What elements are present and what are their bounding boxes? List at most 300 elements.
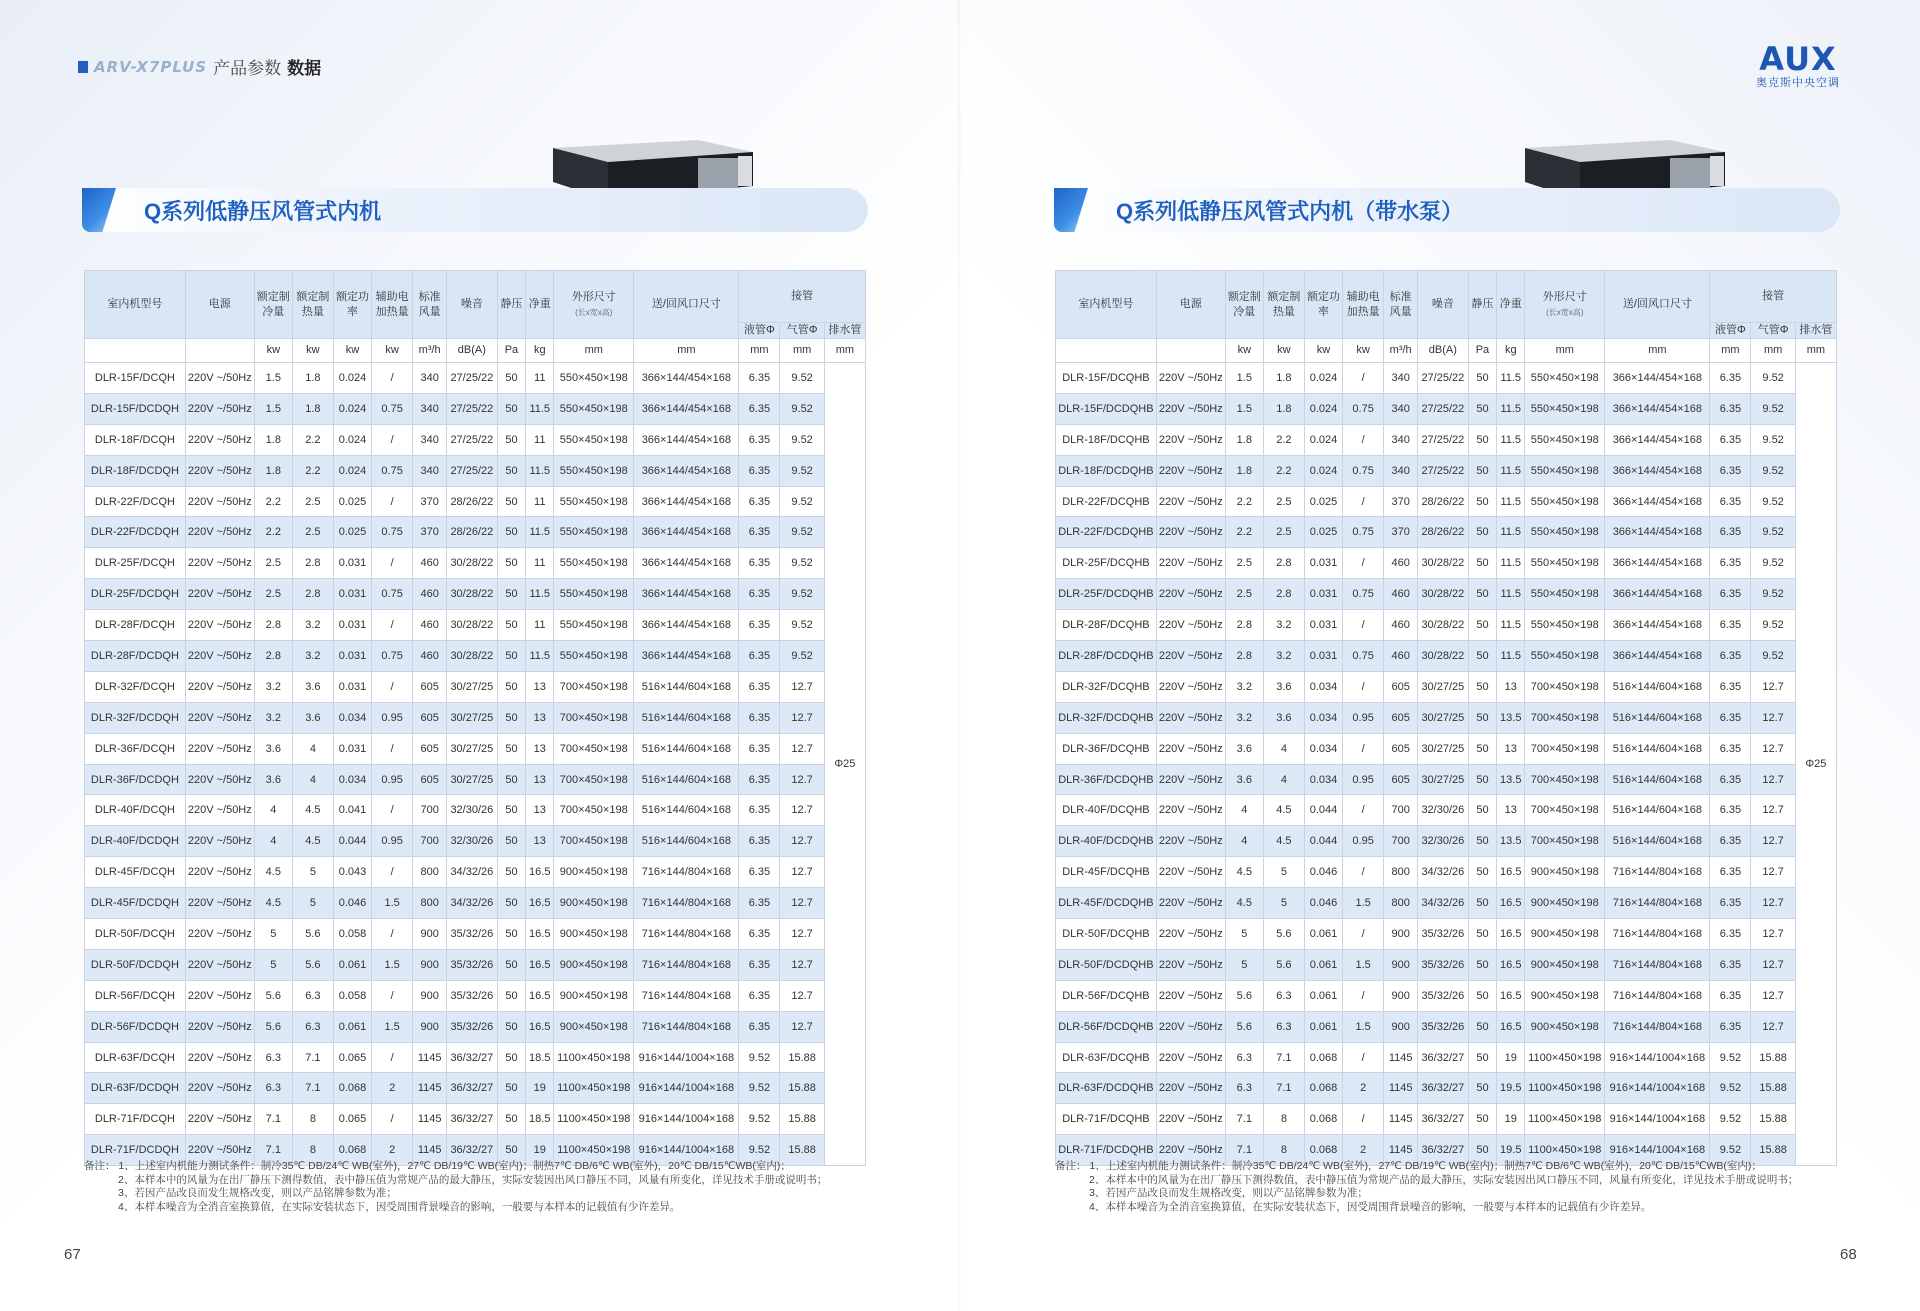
table-cell: 460	[413, 548, 447, 579]
table-cell: /	[1343, 548, 1384, 579]
table-cell: 35/32/26	[1418, 919, 1468, 950]
table-cell: 550×450×198	[554, 641, 634, 672]
table-cell: 605	[1384, 733, 1418, 764]
table-cell: 15.88	[780, 1073, 824, 1104]
table-cell: 36/32/27	[447, 1042, 497, 1073]
table-cell: 12.7	[1751, 702, 1795, 733]
table-cell: 6.35	[739, 548, 780, 579]
table-cell: 34/32/26	[447, 857, 497, 888]
table-cell: 0.024	[1304, 393, 1342, 424]
table-cell: 28/26/22	[447, 517, 497, 548]
table-cell: 9.52	[780, 517, 824, 548]
table-cell: DLR-45F/DCDQHB	[1056, 888, 1157, 919]
table-cell: 35/32/26	[1418, 980, 1468, 1011]
table-cell: 13.5	[1497, 702, 1525, 733]
table-cell: /	[1343, 424, 1384, 455]
table-cell: /	[1343, 671, 1384, 702]
table-cell: 30/27/25	[1418, 764, 1468, 795]
table-cell: DLR-28F/DCDQH	[85, 641, 186, 672]
table-cell: 13	[526, 764, 554, 795]
table-cell: 340	[413, 424, 447, 455]
table-cell: 50	[497, 1011, 526, 1042]
table-cell: 550×450×198	[1525, 486, 1605, 517]
table-cell: 50	[497, 610, 526, 641]
table-cell: 7.1	[254, 1135, 292, 1166]
table-cell: 0.065	[333, 1042, 371, 1073]
table-cell: 900×450×198	[1525, 857, 1605, 888]
table-cell: 50	[1468, 888, 1497, 919]
table-cell: DLR-56F/DCDQH	[85, 1011, 186, 1042]
table-cell: 34/32/26	[1418, 888, 1468, 919]
table-cell: 30/27/25	[1418, 702, 1468, 733]
table-cell: 716×144/804×168	[634, 1011, 739, 1042]
table-cell: 220V ~/50Hz	[185, 671, 254, 702]
table-row	[85, 393, 866, 424]
table-cell: 11.5	[1497, 517, 1525, 548]
table-cell: 220V ~/50Hz	[1156, 455, 1225, 486]
table-cell: 700	[413, 826, 447, 857]
table-cell: 12.7	[780, 949, 824, 980]
table-cell: 12.7	[780, 980, 824, 1011]
table-cell: 0.034	[1304, 702, 1342, 733]
table-cell: 0.025	[333, 486, 371, 517]
table-cell: 6.3	[1225, 1042, 1263, 1073]
table-cell: 32/30/26	[1418, 826, 1468, 857]
table-cell: 3.6	[292, 671, 333, 702]
table-row	[1056, 363, 1837, 394]
table-cell: 0.061	[1304, 949, 1342, 980]
table-cell: DLR-71F/DCDQH	[85, 1135, 186, 1166]
table-cell: 19	[1497, 1104, 1525, 1135]
note-line: 3、若因产品改良而发生规格改变，则以产品铭牌参数为准；	[1089, 1187, 1368, 1199]
table-cell: 11	[526, 548, 554, 579]
table-cell: 2.2	[1263, 424, 1304, 455]
table-cell: 900	[1384, 919, 1418, 950]
table-row	[1056, 641, 1837, 672]
table-cell: 460	[1384, 548, 1418, 579]
table-cell: /	[372, 363, 413, 394]
table-row	[85, 1104, 866, 1135]
table-cell: 220V ~/50Hz	[1156, 702, 1225, 733]
table-cell: 7.1	[1263, 1042, 1304, 1073]
table-cell: DLR-50F/DCQHB	[1056, 919, 1157, 950]
table-cell: 50	[497, 455, 526, 486]
table-cell: 6.35	[739, 517, 780, 548]
table-cell: 6.35	[1710, 795, 1751, 826]
header-static-pressure: 静压	[1468, 271, 1497, 339]
table-cell: 370	[1384, 517, 1418, 548]
table-cell: 9.52	[1751, 641, 1795, 672]
table-cell: 220V ~/50Hz	[1156, 641, 1225, 672]
table-row	[85, 949, 866, 980]
table-cell: 32/30/26	[447, 826, 497, 857]
table-row	[1056, 393, 1837, 424]
header-outlet: 送/回风口尺寸	[634, 271, 739, 339]
table-cell: DLR-36F/DCQHB	[1056, 733, 1157, 764]
table-row	[1056, 1073, 1837, 1104]
table-cell: 12.7	[780, 826, 824, 857]
drain-pipe-cell: Φ25	[824, 363, 865, 1166]
note-line: 3、若因产品改良而发生规格改变，则以产品铭牌参数为准；	[118, 1187, 397, 1199]
table-cell: 366×144/454×168	[634, 548, 739, 579]
table-cell: 550×450×198	[554, 579, 634, 610]
table-cell: 460	[413, 579, 447, 610]
table-cell: 28/26/22	[1418, 486, 1468, 517]
table-cell: 11.5	[1497, 548, 1525, 579]
table-cell: 4.5	[1263, 795, 1304, 826]
table-cell: 36/32/27	[1418, 1104, 1468, 1135]
table-cell: DLR-63F/DCQHB	[1056, 1042, 1157, 1073]
table-cell: /	[372, 548, 413, 579]
table-cell: 6.3	[292, 980, 333, 1011]
table-cell: 16.5	[1497, 888, 1525, 919]
table-cell: 6.35	[739, 1011, 780, 1042]
table-cell: /	[1343, 733, 1384, 764]
table-cell: 6.35	[739, 888, 780, 919]
table-cell: 30/27/25	[447, 764, 497, 795]
table-cell: 366×144/454×168	[1605, 455, 1710, 486]
table-cell: 11	[526, 424, 554, 455]
table-cell: 6.3	[292, 1011, 333, 1042]
table-cell: 16.5	[526, 949, 554, 980]
table-cell: 220V ~/50Hz	[185, 610, 254, 641]
table-cell: 9.52	[1751, 486, 1795, 517]
table-cell: 15.88	[1751, 1104, 1795, 1135]
table-cell: DLR-63F/DCDQH	[85, 1073, 186, 1104]
table-cell: 220V ~/50Hz	[185, 424, 254, 455]
header-liquid-pipe: 液管Φ	[739, 323, 780, 339]
table-cell: 0.75	[1343, 641, 1384, 672]
table-cell: 50	[1468, 363, 1497, 394]
table-cell: /	[1343, 1104, 1384, 1135]
table-row	[1056, 764, 1837, 795]
table-cell: 2.8	[1225, 610, 1263, 641]
table-cell: 50	[1468, 1011, 1497, 1042]
table-row	[85, 363, 866, 394]
table-row	[1056, 702, 1837, 733]
table-row	[85, 610, 866, 641]
table-cell: 2.8	[1263, 579, 1304, 610]
table-cell: 0.95	[1343, 764, 1384, 795]
table-row	[85, 641, 866, 672]
table-cell: 50	[497, 795, 526, 826]
table-cell: 900×450×198	[554, 857, 634, 888]
table-row	[1056, 1042, 1837, 1073]
table-cell: 5.6	[292, 949, 333, 980]
table-cell: 366×144/454×168	[634, 517, 739, 548]
table-cell: 0.95	[372, 702, 413, 733]
table-cell: DLR-56F/DCQH	[85, 980, 186, 1011]
table-cell: 50	[1468, 980, 1497, 1011]
table-cell: 28/26/22	[1418, 517, 1468, 548]
table-cell: 700	[1384, 826, 1418, 857]
table-cell: 1145	[1384, 1135, 1418, 1166]
table-cell: 6.35	[739, 579, 780, 610]
table-cell: 220V ~/50Hz	[185, 1073, 254, 1104]
table-cell: 2.5	[1225, 548, 1263, 579]
section-title-text: Q系列低静压风管式内机	[144, 198, 382, 224]
table-cell: 220V ~/50Hz	[185, 764, 254, 795]
table-cell: 5.6	[1263, 919, 1304, 950]
notes-left	[84, 1160, 827, 1214]
header-title: 产品参数	[213, 59, 282, 78]
table-cell: 6.35	[1710, 579, 1751, 610]
table-cell: 11	[526, 610, 554, 641]
table-cell: 2.8	[1263, 548, 1304, 579]
table-cell: 0.95	[372, 764, 413, 795]
table-cell: DLR-71F/DCQH	[85, 1104, 186, 1135]
table-cell: 2.8	[292, 548, 333, 579]
table-cell: 370	[1384, 486, 1418, 517]
table-cell: 516×144/604×168	[1605, 733, 1710, 764]
table-cell: 0.043	[333, 857, 371, 888]
table-cell: 700×450×198	[554, 702, 634, 733]
table-cell: DLR-18F/DCQHB	[1056, 424, 1157, 455]
table-cell: 12.7	[780, 857, 824, 888]
table-cell: 220V ~/50Hz	[1156, 1073, 1225, 1104]
table-cell: 220V ~/50Hz	[1156, 764, 1225, 795]
table-cell: 12.7	[1751, 733, 1795, 764]
table-cell: 15.88	[1751, 1073, 1795, 1104]
header-power: 电源	[185, 271, 254, 339]
table-cell: 516×144/604×168	[1605, 826, 1710, 857]
table-cell: 2.5	[1263, 486, 1304, 517]
table-cell: 700×450×198	[1525, 764, 1605, 795]
table-cell: 220V ~/50Hz	[1156, 1135, 1225, 1166]
table-cell: 0.025	[333, 517, 371, 548]
table-cell: 800	[413, 857, 447, 888]
table-cell: 13	[1497, 795, 1525, 826]
table-cell: 5	[292, 857, 333, 888]
table-cell: 16.5	[1497, 919, 1525, 950]
table-cell: 13.5	[1497, 764, 1525, 795]
table-cell: 50	[1468, 548, 1497, 579]
table-cell: 5	[1225, 949, 1263, 980]
table-cell: 19	[526, 1135, 554, 1166]
table-cell: 50	[497, 517, 526, 548]
table-cell: 900	[1384, 1011, 1418, 1042]
table-cell: 6.35	[1710, 393, 1751, 424]
table-cell: 550×450×198	[554, 486, 634, 517]
table-cell: DLR-18F/DCDQH	[85, 455, 186, 486]
unit-cell: m³/h	[1384, 339, 1418, 363]
table-cell: 9.52	[780, 610, 824, 641]
table-cell: 15.88	[780, 1104, 824, 1135]
table-cell: 0.75	[1343, 393, 1384, 424]
table-cell: DLR-71F/DCQHB	[1056, 1104, 1157, 1135]
table-cell: 1100×450×198	[554, 1042, 634, 1073]
table-cell: 4	[1225, 826, 1263, 857]
table-cell: 550×450×198	[1525, 455, 1605, 486]
table-cell: 19.5	[1497, 1135, 1525, 1166]
table-cell: 220V ~/50Hz	[185, 641, 254, 672]
table-cell: /	[372, 795, 413, 826]
table-cell: DLR-22F/DCQH	[85, 486, 186, 517]
table-cell: 12.7	[780, 919, 824, 950]
table-cell: 50	[497, 424, 526, 455]
table-cell: 9.52	[780, 424, 824, 455]
table-cell: 900	[1384, 949, 1418, 980]
table-cell: 800	[1384, 888, 1418, 919]
table-cell: 4.5	[254, 857, 292, 888]
table-cell: 366×144/454×168	[634, 424, 739, 455]
table-cell: DLR-40F/DCQHB	[1056, 795, 1157, 826]
table-cell: 2	[372, 1135, 413, 1166]
unit-cell: mm	[824, 339, 865, 363]
table-cell: 30/28/22	[447, 641, 497, 672]
table-cell: 6.35	[1710, 980, 1751, 1011]
table-cell: 220V ~/50Hz	[185, 517, 254, 548]
table-cell: 16.5	[526, 919, 554, 950]
table-cell: 50	[1468, 486, 1497, 517]
table-cell: 220V ~/50Hz	[185, 455, 254, 486]
table-cell: 0.024	[333, 363, 371, 394]
table-cell: 1100×450×198	[1525, 1073, 1605, 1104]
table-cell: 550×450×198	[554, 424, 634, 455]
table-cell: 366×144/454×168	[1605, 641, 1710, 672]
table-cell: 366×144/454×168	[634, 455, 739, 486]
table-cell: 1.5	[1343, 1011, 1384, 1042]
table-cell: 50	[1468, 949, 1497, 980]
table-cell: 5	[1225, 919, 1263, 950]
table-cell: DLR-25F/DCDQHB	[1056, 579, 1157, 610]
table-cell: 340	[1384, 455, 1418, 486]
table-cell: 27/25/22	[1418, 424, 1468, 455]
table-cell: 11.5	[526, 517, 554, 548]
table-cell: 1145	[1384, 1073, 1418, 1104]
page-number-right: 68	[1840, 1246, 1857, 1263]
table-cell: 35/32/26	[447, 980, 497, 1011]
table-cell: 0.031	[333, 733, 371, 764]
blue-square-icon	[78, 61, 88, 73]
table-cell: 0.75	[372, 455, 413, 486]
table-cell: 30/28/22	[447, 579, 497, 610]
table-cell: 7.1	[254, 1104, 292, 1135]
table-row	[85, 579, 866, 610]
table-cell: 3.2	[1263, 641, 1304, 672]
table-cell: DLR-25F/DCDQH	[85, 579, 186, 610]
table-cell: 900×450×198	[554, 980, 634, 1011]
table-cell: 12.7	[1751, 764, 1795, 795]
table-cell: 366×144/454×168	[1605, 363, 1710, 394]
table-cell: 900×450×198	[554, 1011, 634, 1042]
table-cell: 30/28/22	[447, 548, 497, 579]
table-cell: 0.065	[333, 1104, 371, 1135]
table-row	[1056, 795, 1837, 826]
table-cell: 50	[1468, 579, 1497, 610]
table-row	[1056, 517, 1837, 548]
table-cell: 50	[1468, 1104, 1497, 1135]
table-row	[85, 424, 866, 455]
table-cell: 11.5	[526, 455, 554, 486]
table-cell: 50	[497, 733, 526, 764]
table-row	[85, 1042, 866, 1073]
table-cell: 516×144/604×168	[634, 795, 739, 826]
header-piping: 接管	[739, 271, 866, 323]
table-cell: 9.52	[1751, 610, 1795, 641]
table-cell: 900	[413, 1011, 447, 1042]
table-cell: 50	[497, 949, 526, 980]
table-cell: 550×450×198	[1525, 579, 1605, 610]
table-cell: 460	[1384, 641, 1418, 672]
table-row	[1056, 548, 1837, 579]
table-cell: 9.52	[739, 1135, 780, 1166]
table-cell: 9.52	[1751, 393, 1795, 424]
table-cell: 800	[413, 888, 447, 919]
table-cell: DLR-18F/DCDQHB	[1056, 455, 1157, 486]
table-cell: 16.5	[1497, 949, 1525, 980]
table-cell: 6.35	[739, 857, 780, 888]
table-cell: 16.5	[526, 888, 554, 919]
table-cell: 50	[497, 1042, 526, 1073]
header-airflow: 标准风量	[413, 271, 447, 339]
table-cell: DLR-56F/DCDQHB	[1056, 1011, 1157, 1042]
table-cell: 916×144/1004×168	[1605, 1073, 1710, 1104]
table-cell: 6.35	[1710, 486, 1751, 517]
table-cell: 19.5	[1497, 1073, 1525, 1104]
table-cell: 30/28/22	[447, 610, 497, 641]
table-cell: DLR-25F/DCQH	[85, 548, 186, 579]
header-dimensions	[554, 271, 634, 339]
table-cell: 30/28/22	[1418, 610, 1468, 641]
table-cell: 12.7	[1751, 795, 1795, 826]
table-cell: 9.52	[1710, 1073, 1751, 1104]
table-cell: 6.3	[1225, 1073, 1263, 1104]
table-cell: 0.034	[1304, 733, 1342, 764]
table-row	[85, 486, 866, 517]
table-cell: 2	[1343, 1073, 1384, 1104]
table-cell: /	[372, 1042, 413, 1073]
table-cell: 916×144/1004×168	[1605, 1104, 1710, 1135]
table-cell: 12.7	[780, 888, 824, 919]
table-cell: 700×450×198	[554, 795, 634, 826]
table-cell: 716×144/804×168	[634, 857, 739, 888]
table-cell: 27/25/22	[447, 455, 497, 486]
table-cell: 50	[497, 1073, 526, 1104]
table-cell: 3.2	[1263, 610, 1304, 641]
table-cell: 1.5	[1225, 393, 1263, 424]
header-aux-heat: 辅助电加热量	[372, 271, 413, 339]
table-cell: 900×450×198	[1525, 919, 1605, 950]
section-title-text: Q系列低静压风管式内机（带水泵）	[1116, 198, 1464, 224]
table-cell: 5	[254, 919, 292, 950]
table-cell: 0.068	[333, 1135, 371, 1166]
table-cell: 50	[497, 1135, 526, 1166]
unit-cell: m³/h	[413, 339, 447, 363]
table-cell: 4.5	[1263, 826, 1304, 857]
table-cell: 716×144/804×168	[634, 919, 739, 950]
table-cell: 11	[526, 363, 554, 394]
table-cell: 6.3	[1263, 980, 1304, 1011]
unit-cell: mm	[1710, 339, 1751, 363]
table-cell: 716×144/804×168	[634, 980, 739, 1011]
note-line: 2、本样本中的风量为在出厂静压下测得数值，表中静压值为常规产品的最大静压，实际安装因出风口静压不同，风量有所变化，详见技术手册或说明书；	[1089, 1173, 1799, 1186]
table-cell: 50	[1468, 733, 1497, 764]
table-cell: 0.061	[333, 949, 371, 980]
table-cell: /	[372, 857, 413, 888]
table-cell: DLR-36F/DCDQHB	[1056, 764, 1157, 795]
table-cell: 1100×450×198	[1525, 1135, 1605, 1166]
page-header	[78, 54, 321, 79]
table-cell: 700	[1384, 795, 1418, 826]
header-rated-power: 额定功率	[1304, 271, 1342, 339]
table-cell: 605	[1384, 671, 1418, 702]
table-cell: 12.7	[780, 795, 824, 826]
table-row	[85, 795, 866, 826]
unit-cell: kw	[1304, 339, 1342, 363]
table-cell: /	[372, 671, 413, 702]
page-number-left: 67	[64, 1246, 81, 1263]
